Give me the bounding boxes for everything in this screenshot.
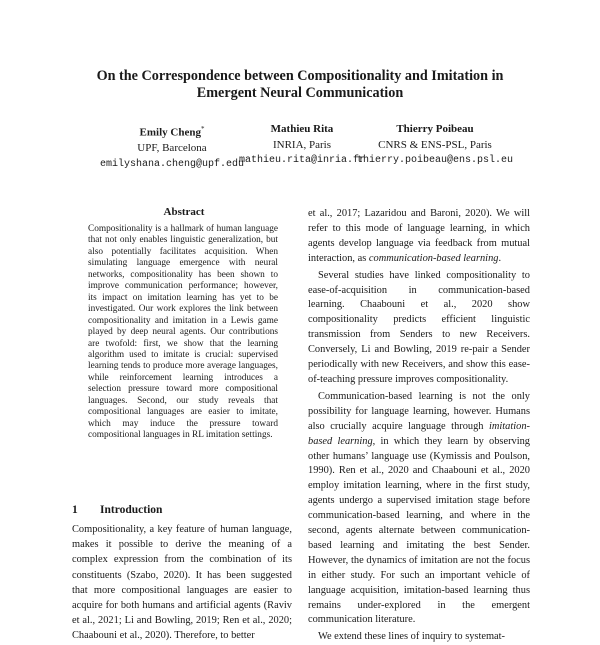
- section-heading-introduction: [72, 504, 292, 516]
- right-paragraph-4: We extend these lines of inquiry to systemat-: [318, 631, 506, 643]
- introduction-body: [72, 522, 292, 642]
- author-name: Emily Cheng*: [139, 125, 205, 139]
- author-footnote-mark: *: [200, 125, 205, 133]
- title-line-1: On the Correspondence between Compositionality and Imitation in: [96, 68, 504, 84]
- author-affiliation: INRIA, Paris: [272, 138, 332, 151]
- section-title: Introduction: [100, 504, 163, 516]
- abstract-body: [88, 224, 278, 442]
- author-block-3: [335, 122, 535, 169]
- right-paragraph-1: et al., 2017; Lazaridou and Baroni, 2020). We will refer to this mode of language learning, in which agents develop language via feedback from mutual interaction, as communication-based learning.: [308, 208, 530, 264]
- author-affiliation: UPF, Barcelona: [137, 142, 207, 155]
- title-line-2: Emergent Neural Communication: [196, 85, 404, 101]
- abstract-heading: Abstract: [163, 206, 205, 218]
- author-email: emilyshana.cheng@upf.edu: [99, 158, 245, 170]
- right-column: [308, 207, 530, 643]
- section-number: 1: [72, 504, 78, 516]
- abstract-text: Compositionality is a hallmark of human language that not only enables linguistic generalization, but also potentially facilitates acquisition. When simulating language emergence with neural networks, compositionality has been shown to improve communication performance; however, its impact on imitation learning has yet to be investigated. Our work explores the link between compositionality and imitation in a Lewis game played by deep neural agents. Our contributions are twofold: first, we show that the learning algorithm used to imitate is crucial: supervised learning tends to produce more average languages, while reinforcement learning introduces a selection pressure toward more compositional languages. Second, our study reveals that compositional languages are easier to imitate, which may induce the pressure toward compositional languages in RL imitation settings.: [88, 224, 278, 441]
- author-email: thierry.poibeau@ens.psl.eu: [356, 155, 514, 166]
- term-imitation-based-learning: imitation-based learning: [308, 420, 530, 447]
- author-name: Thierry Poibeau: [396, 123, 474, 135]
- right-paragraph-2: Several studies have linked compositionality to ease-of-acquisition in communication-based learning. Chaabouni et al., 2020 show compositionality predicts efficient linguistic transmission from Senders to new Receivers. Conversely, Li and Bowling, 2019 re-pair a Sender periodically with new Receivers, and show this ease-of-teaching pressure improves compositionality.: [308, 269, 530, 385]
- author-name: Mathieu Rita: [270, 123, 334, 135]
- paper-title: [0, 68, 600, 102]
- term-communication-based-learning: communication-based learning: [368, 252, 499, 264]
- author-affiliation: CNRS & ENS-PSL, Paris: [378, 138, 492, 151]
- introduction-paragraph: Compositionality, a key feature of human language, makes it possible to derive the meaning of a complex expression from the combination of its constituents (Szabo, 2020). It has been suggested that more compositional languages are easier to acquire for both humans and artificial agents (Raviv et al., 2021; Li and Bowling, 2019; Ren et al., 2020; Chaabouni et al., 2020). Therefore, to better: [72, 524, 292, 642]
- author-email: mathieu.rita@inria.fr: [238, 155, 366, 166]
- right-paragraph-3: Communication-based learning is not the only possibility for language learning, however. Humans also crucially acquire language through imitation-based learning, in which they learn by observing other humans’ language use (Kymissis and Poulson, 1990). Ren et al., 2020 and Chaabouni et al., 2020 employ imitation learning, where in the first study, agents undergo a supervised imitation stage before communication-based learning, and where in the second, agents alternate between communication-based learning and imitating the best Sender. However, the dynamics of imitation are not the focus in either study. For such an important vehicle of language acquisition, imitation-based learning thus remains under-explored in the emergent communication literature.: [308, 390, 530, 626]
